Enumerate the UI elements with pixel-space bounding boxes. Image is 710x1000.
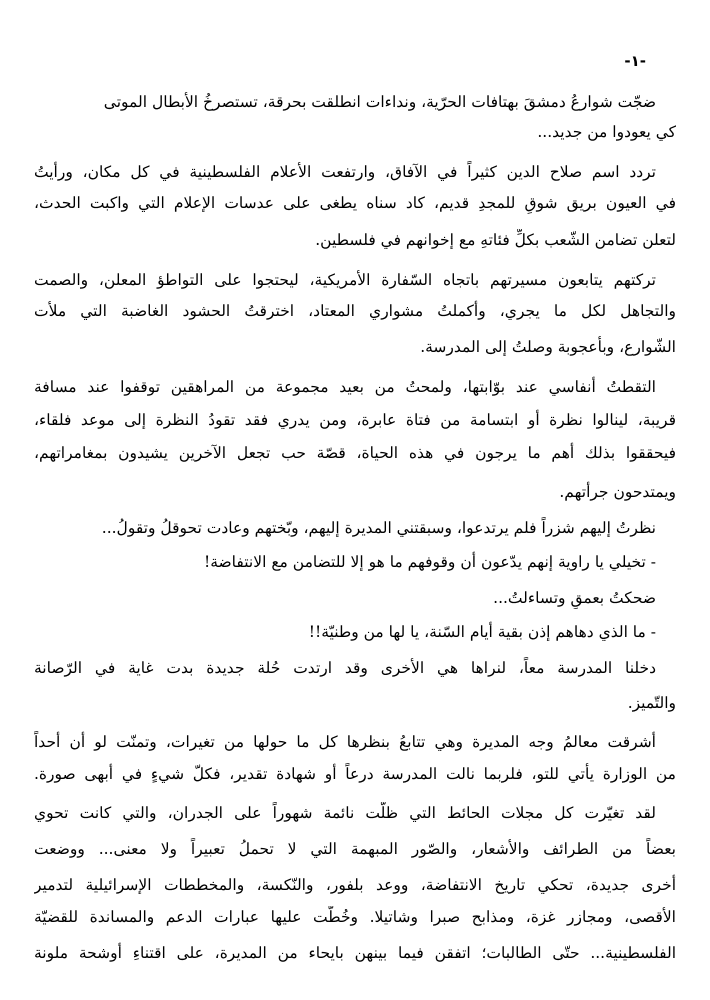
text-line: - ما الذي دهاهم إذن بقية أيام السّنة، يا لها من وطنيّة!!	[308, 623, 656, 641]
text-line: نظرتُ إليهم شزراً فلم يرتدعوا، وسبقتني المديرة إليهم، وبّختهم وعادت تحوقلُ وتقولُ...	[101, 519, 656, 537]
text-line: ويمتدحون جرأتهم.	[559, 483, 676, 501]
text-line: أشرقت معالمُ وجه المديرة وهي تتابعُ بنظرها كل ما حولها من تغيرات، وتمنّت لو أن أحداً	[34, 733, 656, 751]
text-line: الشّوارع، وبأعجوبة وصلتُ إلى المدرسة.	[420, 338, 676, 356]
text-line: والتّميز.	[627, 694, 676, 712]
text-line: الأقصى، ومجازر غزة، ومذابح صبرا وشاتيلا. وخُطّت عليها عبارات الدعم والمساندة للقضيّة	[34, 908, 676, 926]
text-line: كي يعودوا من جديد...	[537, 123, 676, 141]
text-line: لقد تغيّرت كل مجلات الحائط التي ظلّت نائمة شهوراً على الجدران، والتي كانت تحوي	[34, 804, 656, 822]
text-line: تردد اسم صلاح الدين كثيراً في الآفاق، وارتفعت الأعلام الفلسطينية في كل مكان، ورأيتُ	[34, 163, 656, 181]
text-line: الفلسطينية... حتّى الطالبات؛ اتفقن فيما بينهن بايحاء من المديرة، على اقتناءِ أوشحة ملونة	[34, 944, 676, 962]
text-line: تركتهم يتابعون مسيرتهم باتجاه السّفارة الأمريكية، ليحتجوا على التواطؤ المعلن، والصمت	[34, 271, 656, 289]
text-line: فيحققوا بذلك أهم ما يرجون في هذه الحياة، قصّة حب تجعل الآخرين يشيدون بمغامراتهم،	[34, 444, 676, 462]
text-line: والتجاهل لكل ما يجري، وأكملتُ مشواري المعتاد، اخترقتُ الحشود الغاضبة التي ملأت	[34, 302, 676, 320]
text-line: التقطتُ أنفاسي عند بوّابتها، ولمحتُ من بعيد مجموعة من المراهقين توقفوا عند مسافة	[34, 378, 656, 396]
text-line: أخرى جديدة، تحكي تاريخ الانتفاضة، ووعد بلفور، والنّكسة، والمخططات الإسرائيلية لتدمير	[34, 876, 676, 894]
text-line: بعضاً من الطرائف والأشعار، والصّور المبهمة التي لا تحملُ تعبيراً ولا معنى... ووضعت	[34, 840, 676, 858]
text-line: - تخيلي يا راوية إنهم يدّعون أن وقوفهم ما هو إلا للتضامن مع الانتفاضة!	[203, 553, 656, 571]
text-line: قريبة، لينالوا نظرة أو ابتسامة من فتاة عابرة، ومن يدري فقد تقودُ النظرة إلى موعد فلقاء،	[34, 411, 676, 429]
text-line: ضجّت شوارعُ دمشقَ بهتافات الحرّية، ونداءات انطلقت بحرقة، تستصرخُ الأبطال الموتى	[103, 93, 656, 111]
text-line: دخلنا المدرسة معاً، لنراها هي الأخرى وقد ارتدت حُلة جديدة بدت غاية في الرّصانة	[34, 659, 656, 677]
text-line: لتعلن تضامن الشّعب بكلِّ فئاتهِ مع إخوانهم في فلسطين.	[315, 231, 676, 249]
page-number: -١-	[624, 52, 646, 70]
text-line: من الوزارة يأتي للتو، فلربما نالت المدرسة درعاً أو شهادة تقدير، فكلّ شيءٍ في أبهى صورة.	[34, 765, 676, 783]
text-line: في العيون بريق شوقٍ للمجدِ قديم، كاد سناه يطغى على عدسات الإعلام التي واكبت الحدث،	[34, 194, 676, 212]
text-line: ضحكتُ بعمقٍ وتساءلتُ...	[493, 589, 656, 607]
